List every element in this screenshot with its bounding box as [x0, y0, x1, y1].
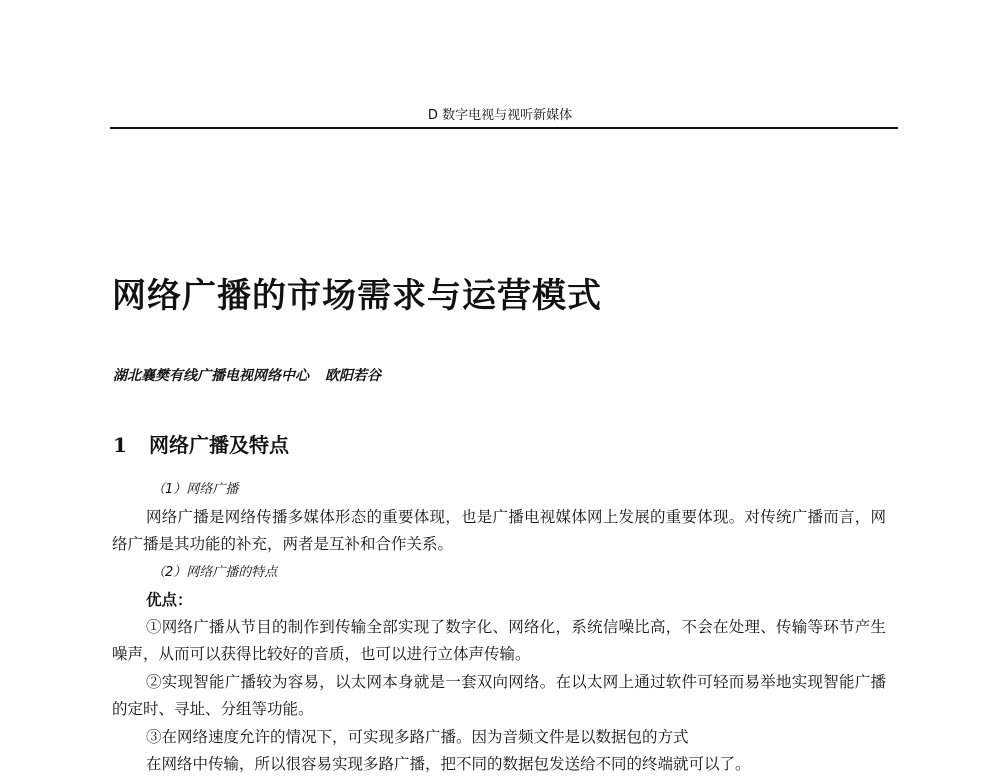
subheading-network-broadcast: （1）网络广播 — [152, 482, 239, 497]
advantage-point-2: ②实现智能广播较为容易，以太网本身就是一套双向网络。在以太网上通过软件可轻而易举地实现智能广播的定时、寻址、分组等功能。 — [112, 672, 886, 718]
section-body — [112, 476, 886, 779]
byline — [113, 366, 381, 386]
advantages-label: 优点： — [146, 590, 193, 609]
paragraph-definition: 网络广播是网络传播多媒体形态的重要体现，也是广播电视媒体网上发展的重要体现。对传统广播而言，网络广播是其功能的补充，两者是互补和合作关系。 — [112, 507, 886, 553]
header-rule — [110, 127, 898, 129]
section-number: 1 — [113, 433, 127, 457]
running-header: D 数字电视与视听新媒体 — [427, 108, 573, 123]
advantage-point-1: ①网络广播从节目的制作到传输全部实现了数字化、网络化，系统信噪比高，不会在处理、传输等环节产生噪声，从而可以获得比较好的音质，也可以进行立体声传输。 — [112, 617, 886, 663]
article-title: 网络广播的市场需求与运营模式 — [112, 276, 602, 316]
author-affiliation: 湖北襄樊有线广播电视网络中心 — [113, 368, 309, 384]
author-name: 欧阳若谷 — [325, 368, 381, 384]
section-heading — [113, 429, 289, 461]
advantage-point-3: ③在网络速度允许的情况下，可实现多路广播。因为音频文件是以数据包的方式 — [146, 727, 689, 746]
section-title: 网络广播及特点 — [149, 433, 289, 457]
advantage-point-3-continued: 在网络中传输，所以很容易实现多路广播，把不同的数据包发送给不同的终端就可以了。 — [146, 755, 751, 773]
subheading-features: （2）网络广播的特点 — [152, 564, 278, 580]
